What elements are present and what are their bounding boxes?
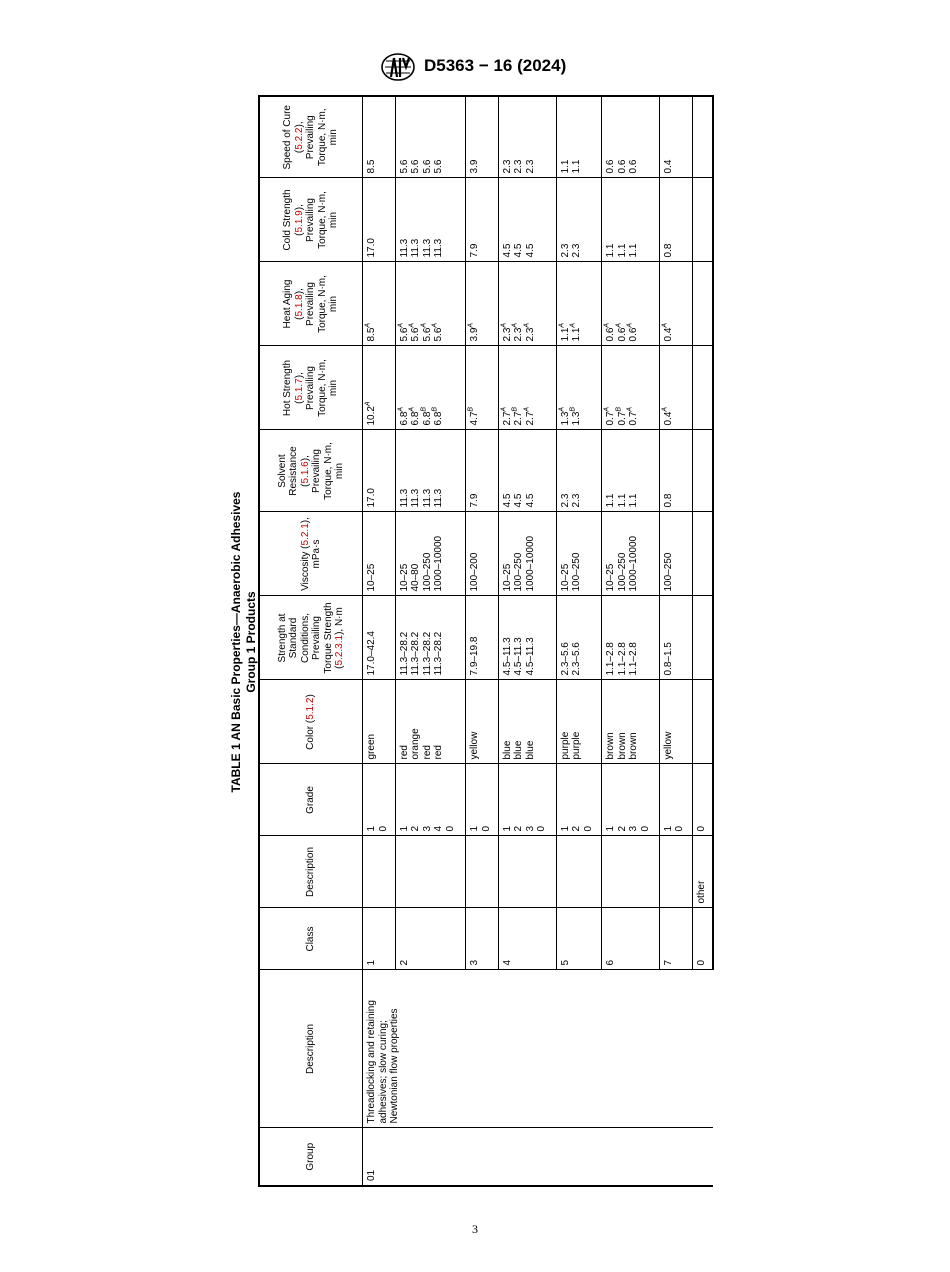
footnote-marker: A xyxy=(558,406,566,412)
speed-of-cure-cell-value: 5.6 xyxy=(433,159,445,174)
solvent-resistance-cell-value: 1.1 xyxy=(605,493,617,508)
solvent-resistance-cell-value: 4.5 xyxy=(513,493,525,508)
cold-strength-cell-value: 17.0 xyxy=(366,238,377,258)
heat-aging-cell xyxy=(466,262,499,346)
strength-cell-value: 0.8–1.5 xyxy=(662,642,674,676)
heat-aging-cell-value: $3.9^A$ xyxy=(467,322,481,342)
grade-cell xyxy=(363,764,396,836)
footnote-marker: B xyxy=(420,406,428,412)
heat-aging-cell xyxy=(659,262,692,346)
grade-cell xyxy=(498,764,556,836)
grade-cell-value: 1 xyxy=(559,825,571,832)
footnote-marker: A xyxy=(626,322,634,328)
heat-aging-cell-value: $1.1^A$ xyxy=(569,322,583,342)
color-cell-value: brown xyxy=(628,732,640,760)
col-header-grade: Grade xyxy=(259,764,363,836)
class-description-cell xyxy=(363,836,396,908)
color-cell-value: brown xyxy=(605,732,617,760)
solvent-resistance-cell xyxy=(659,430,692,512)
class-cell: 7 xyxy=(659,908,692,970)
viscosity-cell-value: 100–250 xyxy=(662,552,674,592)
strength-cell-value: 4.5–11.3 xyxy=(524,637,536,676)
cold-strength-cell xyxy=(556,178,601,262)
strength-cell xyxy=(556,596,601,680)
class-cell: 6 xyxy=(602,908,660,970)
class-cell: 0 xyxy=(692,908,713,970)
footnote-marker: B xyxy=(569,406,577,412)
col-header-strength: Strength at Standard Conditions, Prevailing Torque Strength (5.2.3.1), N·m xyxy=(259,596,363,680)
grade-cell-value: 0 xyxy=(639,825,651,832)
solvent-resistance-cell xyxy=(498,430,556,512)
grade-cell-value: 1 xyxy=(398,825,410,832)
color-cell xyxy=(466,680,499,764)
strength-cell xyxy=(498,596,556,680)
speed-of-cure-cell-value: 0.6 xyxy=(605,159,617,174)
solvent-resistance-cell-value: 17.0 xyxy=(366,488,377,508)
grade-cell-value: 0 xyxy=(674,825,686,832)
strength-cell xyxy=(659,596,692,680)
solvent-resistance-cell xyxy=(602,430,660,512)
solvent-resistance-cell-value: 11.3 xyxy=(433,488,445,508)
hot-strength-cell xyxy=(692,346,713,430)
grade-cell-value: 0 xyxy=(536,825,548,832)
speed-of-cure-cell xyxy=(395,96,465,178)
footnote-marker: A xyxy=(408,406,416,412)
grade-cell-value: 3 xyxy=(628,825,640,832)
hot-strength-cell xyxy=(498,346,556,430)
class-description-cell xyxy=(659,836,692,908)
speed-of-cure-cell xyxy=(556,96,601,178)
grade-cell xyxy=(692,764,713,836)
col-header-viscosity: Viscosity (5.2.1), mPa·s xyxy=(259,512,363,596)
strength-cell-value: 11.3–28.2 xyxy=(398,631,410,676)
col-header-group: Group xyxy=(259,1128,363,1186)
color-cell xyxy=(395,680,465,764)
hot-strength-cell xyxy=(602,346,660,430)
hot-strength-cell-value: $6.8^A$ xyxy=(408,406,422,426)
heat-aging-cell xyxy=(692,262,713,346)
solvent-resistance-cell-value: 1.1 xyxy=(616,493,628,508)
cold-strength-cell-value: 0.8 xyxy=(662,243,674,258)
footnote-marker: A xyxy=(397,406,405,412)
strength-cell-value: 11.3–28.2 xyxy=(410,631,422,676)
grade-cell-value: 0 xyxy=(480,825,492,832)
viscosity-cell-value: 100–250 xyxy=(571,552,583,592)
footnote-marker: A xyxy=(603,406,611,412)
group-cell: 01 xyxy=(363,1128,714,1186)
col-header-speed-of-cure: Speed of Cure (5.2.2), Prevailing Torque, N·m, min xyxy=(259,96,363,178)
speed-of-cure-cell-value: 5.6 xyxy=(410,159,422,174)
strength-cell-value: 7.9–19.8 xyxy=(469,636,481,676)
grade-cell-value: 0 xyxy=(695,825,707,832)
solvent-resistance-cell xyxy=(395,430,465,512)
grade-cell-value: 1 xyxy=(469,825,481,832)
cold-strength-cell-value: 4.5 xyxy=(524,243,536,258)
class-cell: 5 xyxy=(556,908,601,970)
table-body xyxy=(363,96,714,1186)
hot-strength-cell-value: $6.8^B$ xyxy=(431,406,445,426)
properties-table xyxy=(258,95,714,1187)
grade-cell xyxy=(556,764,601,836)
viscosity-cell xyxy=(466,512,499,596)
solvent-resistance-cell-value: 11.3 xyxy=(421,488,433,508)
strength-cell-value: 1.1–2.8 xyxy=(628,642,640,676)
solvent-resistance-cell-value: 0.8 xyxy=(662,493,674,508)
footnote-marker: A xyxy=(523,406,531,412)
heat-aging-cell-value: $0.6^A$ xyxy=(626,322,640,342)
footnote-marker: A xyxy=(661,322,669,328)
table-header-row xyxy=(259,96,363,1186)
cold-strength-cell xyxy=(602,178,660,262)
hot-strength-cell-value: $0.7^A$ xyxy=(626,406,640,426)
strength-cell-value: 1.1–2.8 xyxy=(605,642,617,676)
cold-strength-cell-value: 7.9 xyxy=(469,243,481,258)
heat-aging-cell-value: $0.6^A$ xyxy=(615,322,628,342)
astm-logo-icon xyxy=(380,52,416,82)
viscosity-cell xyxy=(602,512,660,596)
cold-strength-cell-value: 11.3 xyxy=(398,238,410,258)
strength-cell xyxy=(363,596,396,680)
solvent-resistance-cell xyxy=(556,430,601,512)
viscosity-cell xyxy=(659,512,692,596)
heat-aging-cell-value: $5.6^A$ xyxy=(420,322,433,342)
footnote-marker: A xyxy=(364,322,372,328)
speed-of-cure-cell-value: 2.3 xyxy=(524,159,536,174)
strength-cell-value: 4.5–11.3 xyxy=(513,637,525,676)
grade-cell xyxy=(395,764,465,836)
cold-strength-cell-value: 2.3 xyxy=(559,243,571,258)
color-cell-value: red xyxy=(421,745,433,760)
strength-cell-value: 4.5–11.3 xyxy=(501,637,513,676)
viscosity-cell-value: 10–25 xyxy=(398,563,410,592)
col-header-color: Color (5.1.2) xyxy=(259,680,363,764)
cold-strength-cell xyxy=(395,178,465,262)
hot-strength-cell xyxy=(466,346,499,430)
footnote-marker: A xyxy=(420,322,428,328)
class-description-cell xyxy=(602,836,660,908)
table-subtitle: Group 1 Products xyxy=(244,591,258,693)
page-header xyxy=(0,52,950,86)
grade-cell-value: 2 xyxy=(410,825,422,832)
speed-of-cure-cell-value: 1.1 xyxy=(571,159,583,174)
heat-aging-cell-value: $8.5^A$ xyxy=(364,322,377,342)
col-header-heat-aging: Heat Aging (5.1.8), Prevailing Torque, N·m, min xyxy=(259,262,363,346)
color-cell xyxy=(659,680,692,764)
viscosity-cell-value: 100–250 xyxy=(616,552,628,592)
grade-cell-value: 3 xyxy=(421,825,433,832)
cold-strength-cell xyxy=(466,178,499,262)
footnote-marker: A xyxy=(661,406,669,412)
heat-aging-cell-value: $0.6^A$ xyxy=(603,322,617,342)
cold-strength-cell xyxy=(659,178,692,262)
hot-strength-cell-value: $0.7^B$ xyxy=(615,406,628,426)
grade-cell-value: 0 xyxy=(444,825,456,832)
class-description-cell xyxy=(395,836,465,908)
footnote-marker: A xyxy=(408,322,416,328)
grade-cell-value: 1 xyxy=(366,825,377,832)
color-cell xyxy=(692,680,713,764)
cold-strength-cell-value: 1.1 xyxy=(616,243,628,258)
color-cell-value: brown xyxy=(616,732,628,760)
grade-cell-value: 2 xyxy=(616,825,628,832)
col-header-description: Description xyxy=(259,970,363,1128)
heat-aging-cell-value: $5.6^A$ xyxy=(397,322,410,342)
strength-cell xyxy=(692,596,713,680)
cold-strength-cell xyxy=(363,178,396,262)
color-cell xyxy=(602,680,660,764)
solvent-resistance-cell xyxy=(692,430,713,512)
table-title: TABLE 1 AN Basic Properties—Anaerobic Adhesives xyxy=(229,491,243,793)
heat-aging-cell xyxy=(363,262,396,346)
viscosity-cell-value: 100–250 xyxy=(421,552,433,592)
hot-strength-cell-value: $2.7^A$ xyxy=(500,406,513,426)
footnote-marker: A xyxy=(569,322,577,328)
hot-strength-cell-value: $2.7^B$ xyxy=(512,406,525,426)
cold-strength-cell-value: 4.5 xyxy=(513,243,525,258)
hot-strength-cell-value: $4.7^B$ xyxy=(467,406,481,426)
hot-strength-cell-value: $1.3^B$ xyxy=(569,406,583,426)
class-description-cell xyxy=(556,836,601,908)
solvent-resistance-cell-value: 11.3 xyxy=(398,488,410,508)
viscosity-cell-value: 1000–10000 xyxy=(433,535,445,592)
speed-of-cure-cell-value: 5.6 xyxy=(398,159,410,174)
footnote-marker: A xyxy=(500,406,508,412)
strength-cell xyxy=(602,596,660,680)
cold-strength-cell xyxy=(498,178,556,262)
viscosity-cell xyxy=(363,512,396,596)
page-number: 3 xyxy=(472,1222,478,1236)
footnote-marker: A xyxy=(523,322,531,328)
hot-strength-cell-value: $6.8^B$ xyxy=(420,406,433,426)
strength-cell-value: 2.3–5.6 xyxy=(559,642,571,676)
document-id: D5363 − 16 (2024) xyxy=(424,56,567,75)
cold-strength-cell xyxy=(692,178,713,262)
solvent-resistance-cell xyxy=(466,430,499,512)
speed-of-cure-cell xyxy=(466,96,499,178)
strength-cell xyxy=(466,596,499,680)
heat-aging-cell xyxy=(602,262,660,346)
color-cell-value: orange xyxy=(410,728,422,760)
heat-aging-cell-value: $2.3^A$ xyxy=(523,322,536,342)
footnote-marker: A xyxy=(512,322,520,328)
strength-cell-value: 11.3–28.2 xyxy=(421,631,433,676)
footnote-marker: A xyxy=(397,322,405,328)
footnote-marker: B xyxy=(512,406,520,412)
speed-of-cure-cell xyxy=(602,96,660,178)
hot-strength-cell-value: $6.8^A$ xyxy=(397,406,410,426)
viscosity-cell-value: 10–25 xyxy=(559,563,571,592)
grade-cell-value: 2 xyxy=(571,825,583,832)
grade-cell-value: 2 xyxy=(513,825,525,832)
cold-strength-cell-value: 2.3 xyxy=(571,243,583,258)
strength-cell xyxy=(395,596,465,680)
speed-of-cure-cell-value: 1.1 xyxy=(559,159,571,174)
viscosity-cell-value: 1000–10000 xyxy=(524,535,536,592)
hot-strength-cell-value: $10.2^A$ xyxy=(364,401,377,426)
solvent-resistance-cell-value: 4.5 xyxy=(501,493,513,508)
solvent-resistance-cell-value: 7.9 xyxy=(469,493,481,508)
class-description-cell xyxy=(498,836,556,908)
heat-aging-cell-value: $5.6^A$ xyxy=(408,322,422,342)
class-description-cell: other xyxy=(692,836,713,908)
heat-aging-cell xyxy=(395,262,465,346)
heat-aging-cell-value: $5.6^A$ xyxy=(431,322,445,342)
grade-cell-value: 1 xyxy=(501,825,513,832)
hot-strength-cell xyxy=(363,346,396,430)
viscosity-cell-value: 40–80 xyxy=(410,563,422,592)
cold-strength-cell-value: 4.5 xyxy=(501,243,513,258)
viscosity-cell xyxy=(556,512,601,596)
col-header-cold-strength: Cold Strength (5.1.9), Prevailing Torque, N·m, min xyxy=(259,178,363,262)
hot-strength-cell-value: $0.7^A$ xyxy=(603,406,617,426)
cold-strength-cell-value: 1.1 xyxy=(605,243,617,258)
class-cell: 3 xyxy=(466,908,499,970)
solvent-resistance-cell-value: 2.3 xyxy=(559,493,571,508)
speed-of-cure-cell-value: 0.6 xyxy=(628,159,640,174)
heat-aging-cell-value: $2.3^A$ xyxy=(512,322,525,342)
heat-aging-cell-value: $1.1^A$ xyxy=(558,322,571,342)
speed-of-cure-cell xyxy=(498,96,556,178)
hot-strength-cell xyxy=(556,346,601,430)
grade-cell-value: 0 xyxy=(582,825,594,832)
strength-cell-value: 11.3–28.2 xyxy=(433,631,445,676)
speed-of-cure-cell-value: 3.9 xyxy=(469,159,481,174)
speed-of-cure-cell-value: 0.6 xyxy=(616,159,628,174)
heat-aging-cell-value: $0.4^A$ xyxy=(661,322,674,342)
hot-strength-cell xyxy=(659,346,692,430)
class-cell: 1 xyxy=(363,908,396,970)
strength-cell-value: 1.1–2.8 xyxy=(616,642,628,676)
solvent-resistance-cell-value: 2.3 xyxy=(571,493,583,508)
viscosity-cell xyxy=(498,512,556,596)
viscosity-cell-value: 100–250 xyxy=(513,552,525,592)
footnote-marker: A xyxy=(615,322,623,328)
footnote-marker: A xyxy=(364,401,372,407)
solvent-resistance-cell xyxy=(363,430,396,512)
hot-strength-cell xyxy=(395,346,465,430)
grade-cell-value: 1 xyxy=(605,825,617,832)
col-header-hot-strength: Hot Strength (5.1.7), Prevailing Torque, N·m, min xyxy=(259,346,363,430)
heat-aging-cell-value: $2.3^A$ xyxy=(500,322,513,342)
footnote-marker: A xyxy=(431,322,439,328)
hot-strength-cell-value: $1.3^A$ xyxy=(558,406,571,426)
color-cell-value: blue xyxy=(513,740,525,760)
color-cell xyxy=(363,680,396,764)
footnote-marker: B xyxy=(615,406,623,412)
color-cell-value: red xyxy=(398,745,410,760)
footnote-marker: A xyxy=(603,322,611,328)
solvent-resistance-cell-value: 1.1 xyxy=(628,493,640,508)
color-cell-value: yellow xyxy=(469,731,481,760)
solvent-resistance-cell-value: 4.5 xyxy=(524,493,536,508)
footnote-marker: A xyxy=(626,406,634,412)
col-header-class: Class xyxy=(259,908,363,970)
speed-of-cure-cell-value: 2.3 xyxy=(501,159,513,174)
hot-strength-cell-value: $0.4^A$ xyxy=(661,406,674,426)
hot-strength-cell-value: $2.7^A$ xyxy=(523,406,536,426)
viscosity-cell-value: 10–25 xyxy=(366,563,377,592)
cold-strength-cell-value: 11.3 xyxy=(421,238,433,258)
color-cell-value: blue xyxy=(501,740,513,760)
grade-cell-value: 1 xyxy=(662,825,674,832)
strength-cell-value: 17.0–42.4 xyxy=(366,631,377,676)
class-cell: 2 xyxy=(395,908,465,970)
grade-cell-value: 3 xyxy=(524,825,536,832)
viscosity-cell-value: 100–200 xyxy=(469,552,481,592)
group-description-cell: Threadlocking and retaining adhesives; slow curing; Newtonian flow properties xyxy=(363,970,714,1128)
cold-strength-cell-value: 1.1 xyxy=(628,243,640,258)
heat-aging-cell xyxy=(556,262,601,346)
speed-of-cure-cell-value: 2.3 xyxy=(513,159,525,174)
viscosity-cell xyxy=(692,512,713,596)
color-cell-value: blue xyxy=(524,740,536,760)
solvent-resistance-cell-value: 11.3 xyxy=(410,488,422,508)
viscosity-cell xyxy=(395,512,465,596)
heat-aging-cell xyxy=(498,262,556,346)
grade-cell-value: 0 xyxy=(377,825,389,832)
color-cell xyxy=(556,680,601,764)
speed-of-cure-cell xyxy=(363,96,396,178)
speed-of-cure-cell xyxy=(659,96,692,178)
class-description-cell xyxy=(466,836,499,908)
col-header-solvent-resistance: Solvent Resistance (5.1.6), Prevailing Torque, N·m, min xyxy=(259,430,363,512)
color-cell-value: green xyxy=(366,733,377,760)
col-header-class-description: Description xyxy=(259,836,363,908)
grade-cell xyxy=(659,764,692,836)
speed-of-cure-cell-value: 0.4 xyxy=(662,159,674,174)
grade-cell xyxy=(466,764,499,836)
color-cell-value: yellow xyxy=(662,731,674,760)
footnote-marker: B xyxy=(467,406,475,412)
footnote-marker: A xyxy=(558,322,566,328)
speed-of-cure-cell xyxy=(692,96,713,178)
viscosity-cell-value: 10–25 xyxy=(605,563,617,592)
footnote-marker: A xyxy=(467,322,475,328)
color-cell-value: purple xyxy=(571,731,583,760)
viscosity-cell-value: 1000–10000 xyxy=(628,535,640,592)
cold-strength-cell-value: 11.3 xyxy=(433,238,445,258)
speed-of-cure-cell-value: 5.6 xyxy=(421,159,433,174)
grade-cell xyxy=(602,764,660,836)
strength-cell-value: 2.3–5.6 xyxy=(571,642,583,676)
footnote-marker: A xyxy=(500,322,508,328)
color-cell-value: purple xyxy=(559,731,571,760)
footnote-marker: B xyxy=(431,406,439,412)
viscosity-cell-value: 10–25 xyxy=(501,563,513,592)
class-cell: 4 xyxy=(498,908,556,970)
table-row xyxy=(363,96,396,1186)
grade-cell-value: 4 xyxy=(433,825,445,832)
cold-strength-cell-value: 11.3 xyxy=(410,238,422,258)
speed-of-cure-cell-value: 8.5 xyxy=(366,159,377,174)
color-cell xyxy=(498,680,556,764)
color-cell-value: red xyxy=(433,745,445,760)
